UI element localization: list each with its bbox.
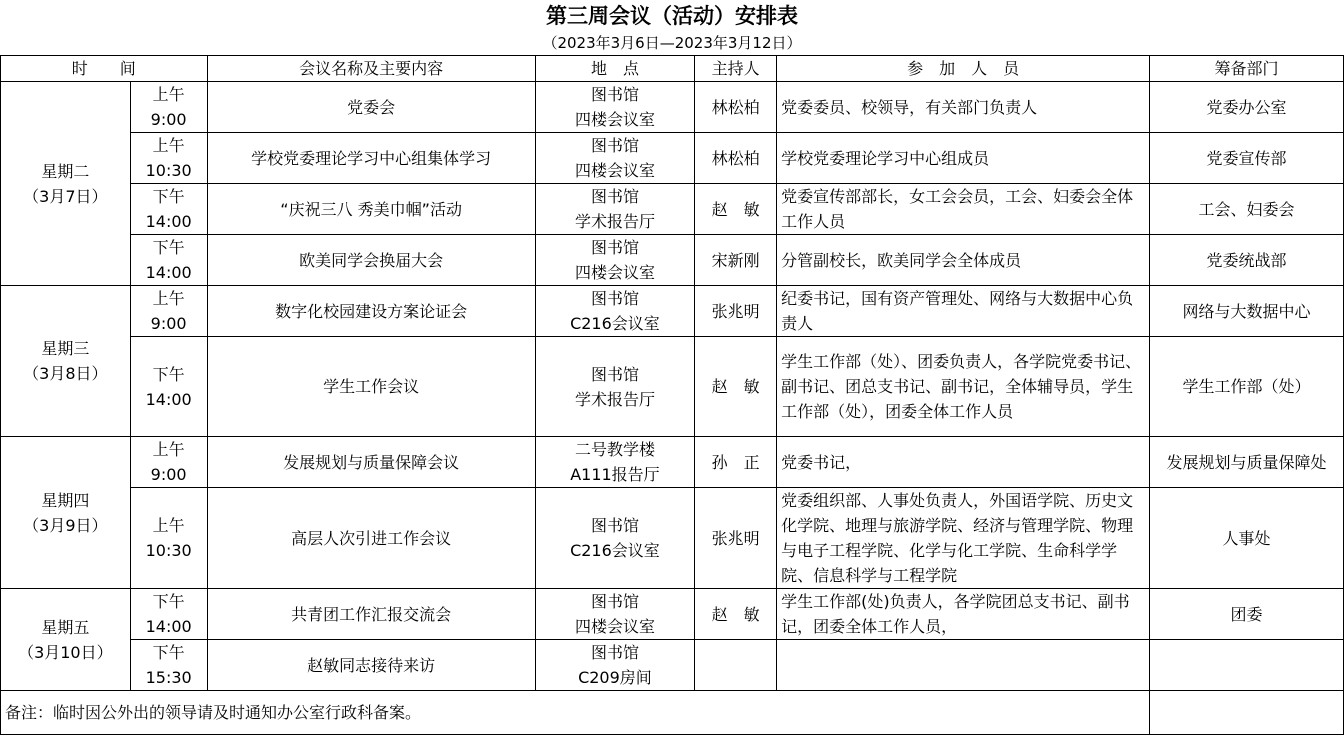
period: 上午 [152,136,185,155]
time: 9:00 [150,110,187,129]
day-cell-friday [1,589,131,691]
attendees: 学生工作部（处）、团委负责人，各学院党委书记、副书记、团总支书记、副书记，全体辅导员，学生工作部（处），团委全体工作人员 [777,337,1150,437]
place-room: 学术报告厅 [574,389,655,409]
dept: 党委办公室 [1150,82,1344,133]
header-place: 地 点 [535,56,695,82]
time-cell [130,488,207,589]
place-room: 四楼会议室 [574,161,655,180]
host: 赵 敏 [695,184,777,235]
place-building: 图书馆 [590,187,639,206]
period: 下午 [152,643,185,662]
header-host: 主持人 [695,56,777,82]
dept: 发展规划与质量保障处 [1150,437,1344,488]
table-row [1,589,1344,640]
meeting-name: 学校党委理论学习中心组集体学习 [207,133,535,184]
time: 10:30 [145,541,192,560]
time: 14:00 [145,617,192,636]
host: 林松柏 [695,133,777,184]
note-empty-cell [1150,691,1344,735]
dept: 人事处 [1150,488,1344,589]
place-building: 图书馆 [590,238,639,257]
schedule-table [0,55,1344,735]
meeting-name: 高层人次引进工作会议 [207,488,535,589]
place-building: 图书馆 [590,516,639,535]
time-cell [130,133,207,184]
table-row [1,133,1344,184]
header-time: 时 间 [1,56,208,82]
time: 14:00 [145,212,192,231]
period: 下午 [152,238,185,257]
place-building: 图书馆 [590,364,639,384]
period: 下午 [152,364,185,384]
date-range-subtitle: （2023年3月6日—2023年3月12日） [542,34,802,52]
place-cell [535,235,695,286]
host: 林松柏 [695,82,777,133]
time: 14:00 [145,389,192,409]
meeting-name: 数字化校园建设方案论证会 [207,286,535,337]
header-attendees: 参 加 人 员 [777,56,1150,82]
day-cell-wednesday [1,286,131,437]
time: 9:00 [150,465,187,484]
time-cell [130,82,207,133]
page-title: 第三周会议（活动）安排表 [546,4,798,28]
period: 下午 [152,187,185,206]
day-date: （3月8日） [23,364,108,383]
place-cell [535,640,695,691]
place-building: 二号教学楼 [574,440,655,459]
dept: 党委宣传部 [1150,133,1344,184]
dept [1150,640,1344,691]
note-row [1,691,1344,735]
place-building: 图书馆 [590,85,639,104]
day-name: 星期三 [41,339,90,358]
host: 孙 正 [695,437,777,488]
place-room: C216会议室 [570,314,660,333]
attendees: 分管副校长，欧美同学会全体成员 [777,235,1150,286]
attendees [777,640,1150,691]
dept: 学生工作部（处） [1150,337,1344,437]
meeting-name: 发展规划与质量保障会议 [207,437,535,488]
day-date: （3月7日） [23,186,108,206]
time-cell [130,184,207,235]
dept: 网络与大数据中心 [1150,286,1344,337]
attendees: 学生工作部(处)负责人，各学院团总支书记、副书记，团委全体工作人员， [777,589,1150,640]
period: 上午 [152,85,185,104]
attendees: 党委组织部、人事处负责人，外国语学院、历史文化学院、地理与旅游学院、经济与管理学院、物理与电子工程学院、化学与化工学院、生命科学学院、信息科学与工程学院 [777,488,1150,589]
host: 宋新刚 [695,235,777,286]
attendees: 学校党委理论学习中心组成员 [777,133,1150,184]
meeting-name: 党委会 [207,82,535,133]
time: 10:30 [145,161,192,180]
table-row [1,82,1344,133]
header-dept: 筹备部门 [1150,56,1344,82]
place-room: C216会议室 [570,541,660,560]
day-name: 星期二 [41,161,90,181]
period: 下午 [152,592,185,611]
period: 上午 [152,440,185,459]
time-cell [130,337,207,437]
attendees: 党委宣传部部长，女工会会员，工会、妇委会全体工作人员 [777,184,1150,235]
table-row [1,337,1344,437]
table-row [1,437,1344,488]
remarks-note: 备注：临时因公外出的领导请及时通知办公室行政科备案。 [1,691,1150,735]
header-row [1,56,1344,82]
dept: 党委统战部 [1150,235,1344,286]
time: 9:00 [150,314,187,333]
time-cell [130,235,207,286]
place-cell [535,133,695,184]
period: 上午 [152,516,185,535]
host: 赵 敏 [695,589,777,640]
day-name: 星期四 [41,490,90,510]
host: 张兆明 [695,488,777,589]
time: 14:00 [145,263,192,282]
table-row [1,184,1344,235]
time-cell [130,589,207,640]
day-name: 星期五 [41,617,90,637]
host [695,640,777,691]
place-room: C209房间 [578,668,652,687]
place-room: A111报告厅 [570,465,660,484]
dept: 团委 [1150,589,1344,640]
period: 上午 [152,289,185,308]
time-cell [130,640,207,691]
time: 15:30 [145,668,192,687]
place-building: 图书馆 [590,643,639,662]
header-meeting-name: 会议名称及主要内容 [207,56,535,82]
place-cell [535,589,695,640]
host: 张兆明 [695,286,777,337]
place-building: 图书馆 [590,289,639,308]
meeting-name: “庆祝三八 秀美巾帼”活动 [207,184,535,235]
host: 赵 敏 [695,337,777,437]
day-cell-tuesday [1,82,131,286]
place-cell [535,82,695,133]
place-room: 四楼会议室 [574,110,655,129]
place-room: 学术报告厅 [574,212,655,231]
place-cell [535,184,695,235]
time-cell [130,286,207,337]
time-cell [130,437,207,488]
attendees: 党委委员、校领导，有关部门负责人 [777,82,1150,133]
meeting-name: 赵敏同志接待来访 [207,640,535,691]
day-date: （3月10日） [18,642,113,662]
day-cell-thursday [1,437,131,589]
table-row [1,640,1344,691]
table-row [1,235,1344,286]
place-building: 图书馆 [590,592,639,611]
place-cell [535,437,695,488]
meeting-name: 共青团工作汇报交流会 [207,589,535,640]
place-room: 四楼会议室 [574,617,655,636]
day-date: （3月9日） [23,515,108,535]
attendees: 党委书记， [777,437,1150,488]
place-room: 四楼会议室 [574,263,655,282]
table-row [1,286,1344,337]
attendees: 纪委书记，国有资产管理处、网络与大数据中心负责人 [777,286,1150,337]
place-cell [535,286,695,337]
place-cell [535,488,695,589]
place-cell [535,337,695,437]
place-building: 图书馆 [590,136,639,155]
table-row [1,488,1344,589]
dept: 工会、妇委会 [1150,184,1344,235]
meeting-name: 学生工作会议 [207,337,535,437]
meeting-name: 欧美同学会换届大会 [207,235,535,286]
